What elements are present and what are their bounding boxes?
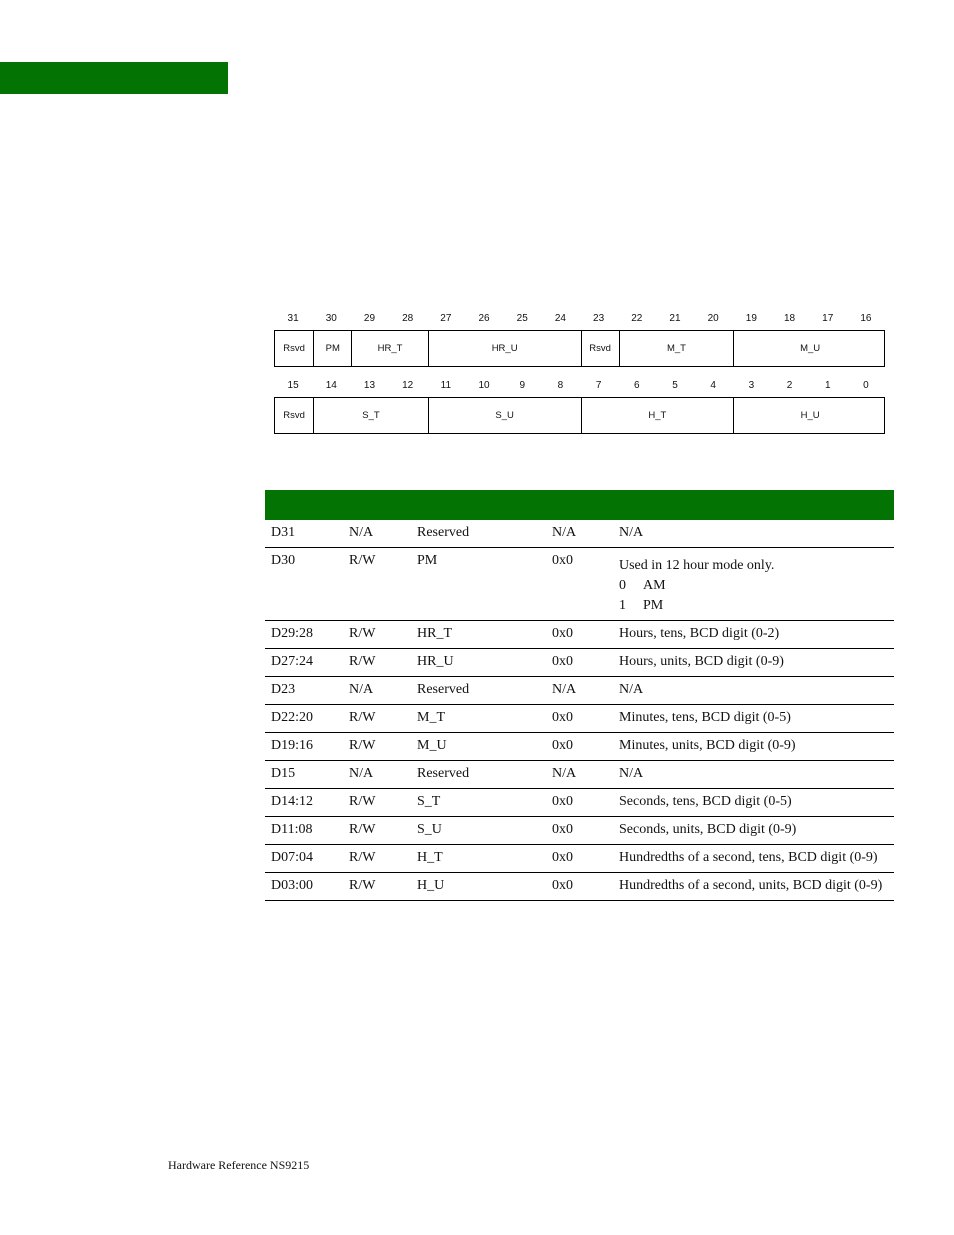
description-line: Used in 12 hour mode only. <box>619 558 775 573</box>
low-field: S_T <box>313 398 428 433</box>
bit-diagram-low <box>274 380 885 421</box>
bits-cell: D29:28 <box>265 621 343 649</box>
high-field: Rsvd <box>581 331 619 366</box>
high-field: Rsvd <box>283 343 305 354</box>
access-cell: R/W <box>343 733 411 761</box>
description-cell <box>613 761 894 789</box>
high-bit-number: 27 <box>440 313 452 324</box>
reset-cell: 0x0 <box>546 789 613 817</box>
mnemonic-cell: Reserved <box>411 520 546 548</box>
description-line: N/A <box>619 766 644 781</box>
bits-cell: D30 <box>265 548 343 621</box>
bit-numbers-low <box>274 380 885 394</box>
low-field: H_T <box>581 398 734 433</box>
high-field: PM <box>313 331 351 366</box>
mnemonic-cell: S_T <box>411 789 546 817</box>
description-line: Seconds, units, BCD digit (0-9) <box>619 822 797 837</box>
low-bit-number: 14 <box>325 380 337 391</box>
high-bit-number: 16 <box>860 313 872 324</box>
low-field: H_U <box>733 398 886 433</box>
high-bit-number: 28 <box>402 313 414 324</box>
option-item <box>619 577 888 594</box>
mnemonic-cell: HR_U <box>411 649 546 677</box>
high-bit-number: 30 <box>325 313 337 324</box>
register-table <box>265 490 894 901</box>
bits-cell: D15 <box>265 761 343 789</box>
bits-cell: D23 <box>265 677 343 705</box>
high-bit-number: 19 <box>745 313 757 324</box>
mnemonic-cell: HR_T <box>411 621 546 649</box>
bits-cell: D14:12 <box>265 789 343 817</box>
table-row <box>265 817 894 845</box>
high-bit-number: 20 <box>707 313 719 324</box>
low-field: S_U <box>428 398 581 433</box>
access-cell: R/W <box>343 817 411 845</box>
access-cell: R/W <box>343 621 411 649</box>
bit-diagram-high <box>274 313 885 354</box>
description-line: Seconds, tens, BCD digit (0-5) <box>619 794 792 809</box>
bit-fields-high <box>274 330 885 367</box>
table-row <box>265 621 894 649</box>
high-bit-number: 22 <box>631 313 643 324</box>
option-value: 1 <box>619 598 626 613</box>
low-bit-number: 10 <box>478 380 490 391</box>
description-line: Hours, units, BCD digit (0-9) <box>619 654 784 669</box>
option-label: PM <box>643 598 664 613</box>
table-row <box>265 733 894 761</box>
bit-fields-low <box>274 397 885 434</box>
high-bit-number: 21 <box>669 313 681 324</box>
access-cell: N/A <box>343 677 411 705</box>
low-bit-number: 12 <box>402 380 414 391</box>
description-cell <box>613 677 894 705</box>
bit-numbers-high <box>274 313 885 327</box>
table-row <box>265 873 894 901</box>
bits-cell: D03:00 <box>265 873 343 901</box>
access-cell: R/W <box>343 705 411 733</box>
access-cell: R/W <box>343 789 411 817</box>
high-bit-number: 26 <box>478 313 490 324</box>
table-row <box>265 845 894 873</box>
reset-cell: 0x0 <box>546 649 613 677</box>
access-cell: R/W <box>343 873 411 901</box>
high-field: M_T <box>619 331 734 366</box>
mnemonic-cell: M_T <box>411 705 546 733</box>
description-line: Minutes, tens, BCD digit (0-5) <box>619 710 791 725</box>
low-bit-number: 1 <box>824 380 831 391</box>
reset-cell: 0x0 <box>546 733 613 761</box>
access-cell: R/W <box>343 845 411 873</box>
description-cell <box>613 520 894 548</box>
low-bit-number: 13 <box>363 380 376 391</box>
description-cell <box>613 649 894 677</box>
bits-cell: D19:16 <box>265 733 343 761</box>
description-cell <box>613 873 894 901</box>
reset-cell: 0x0 <box>546 845 613 873</box>
description-line: N/A <box>619 682 644 697</box>
table-row <box>265 520 894 548</box>
access-cell: R/W <box>343 649 411 677</box>
low-bit-number: 2 <box>786 380 793 391</box>
footer-text: Hardware Reference NS9215 <box>168 1158 310 1172</box>
high-bit-number: 31 <box>287 313 299 324</box>
high-bit-number: 29 <box>363 313 376 324</box>
bits-cell: D11:08 <box>265 817 343 845</box>
mnemonic-cell: H_U <box>411 873 546 901</box>
option-item <box>619 597 888 614</box>
table-row <box>265 789 894 817</box>
description-cell <box>613 548 894 621</box>
mnemonic-cell: S_U <box>411 817 546 845</box>
table-row <box>265 761 894 789</box>
reset-cell: 0x0 <box>546 621 613 649</box>
register-table-body <box>265 520 894 901</box>
high-bit-number: 18 <box>783 313 796 324</box>
description-line: Hundredths of a second, units, BCD digit (0-9) <box>619 878 883 893</box>
low-bit-number: 6 <box>634 380 640 391</box>
high-bit-number: 23 <box>593 313 605 324</box>
reset-cell: N/A <box>546 761 613 789</box>
mnemonic-cell: PM <box>411 548 546 621</box>
access-cell: R/W <box>343 548 411 621</box>
low-bit-number: 4 <box>710 380 716 391</box>
low-bit-number: 8 <box>557 380 564 391</box>
description-cell <box>613 621 894 649</box>
low-bit-number: 3 <box>748 380 755 391</box>
low-field: Rsvd <box>283 410 305 421</box>
description-cell <box>613 733 894 761</box>
bits-cell: D22:20 <box>265 705 343 733</box>
access-cell: N/A <box>343 761 411 789</box>
low-bit-number: 7 <box>595 380 602 391</box>
description-line: Hundredths of a second, tens, BCD digit (0-9) <box>619 850 878 865</box>
low-bit-number: 11 <box>440 380 452 391</box>
table-row <box>265 705 894 733</box>
table-header-bar <box>265 490 894 520</box>
table-row <box>265 649 894 677</box>
access-cell: N/A <box>343 520 411 548</box>
high-bit-number: 24 <box>554 313 566 324</box>
reset-cell: 0x0 <box>546 817 613 845</box>
table-row <box>265 548 894 621</box>
low-bit-number: 9 <box>519 380 525 391</box>
reset-cell: N/A <box>546 677 613 705</box>
description-cell <box>613 705 894 733</box>
mnemonic-cell: Reserved <box>411 761 546 789</box>
reset-cell: N/A <box>546 520 613 548</box>
low-bit-number: 0 <box>863 380 869 391</box>
high-bit-number: 17 <box>822 313 834 324</box>
bits-cell: D07:04 <box>265 845 343 873</box>
low-bit-number: 15 <box>287 380 299 391</box>
high-field: HR_T <box>351 331 427 366</box>
table-row <box>265 677 894 705</box>
high-field: HR_U <box>428 331 581 366</box>
low-bit-number: 5 <box>672 380 678 391</box>
description-cell <box>613 817 894 845</box>
bits-cell: D27:24 <box>265 649 343 677</box>
reset-cell: 0x0 <box>546 548 613 621</box>
reset-cell: 0x0 <box>546 873 613 901</box>
description-line: Hours, tens, BCD digit (0-2) <box>619 626 780 641</box>
high-field: M_U <box>733 331 886 366</box>
description-line: Minutes, units, BCD digit (0-9) <box>619 738 796 753</box>
description-cell <box>613 789 894 817</box>
option-label: AM <box>643 578 666 593</box>
description-cell <box>613 845 894 873</box>
description-line: N/A <box>619 525 644 540</box>
reset-cell: 0x0 <box>546 705 613 733</box>
option-value: 0 <box>619 578 626 593</box>
bits-cell: D31 <box>265 520 343 548</box>
mnemonic-cell: Reserved <box>411 677 546 705</box>
mnemonic-cell: M_U <box>411 733 546 761</box>
mnemonic-cell: H_T <box>411 845 546 873</box>
high-bit-number: 25 <box>516 313 528 324</box>
header-tab <box>0 62 228 94</box>
